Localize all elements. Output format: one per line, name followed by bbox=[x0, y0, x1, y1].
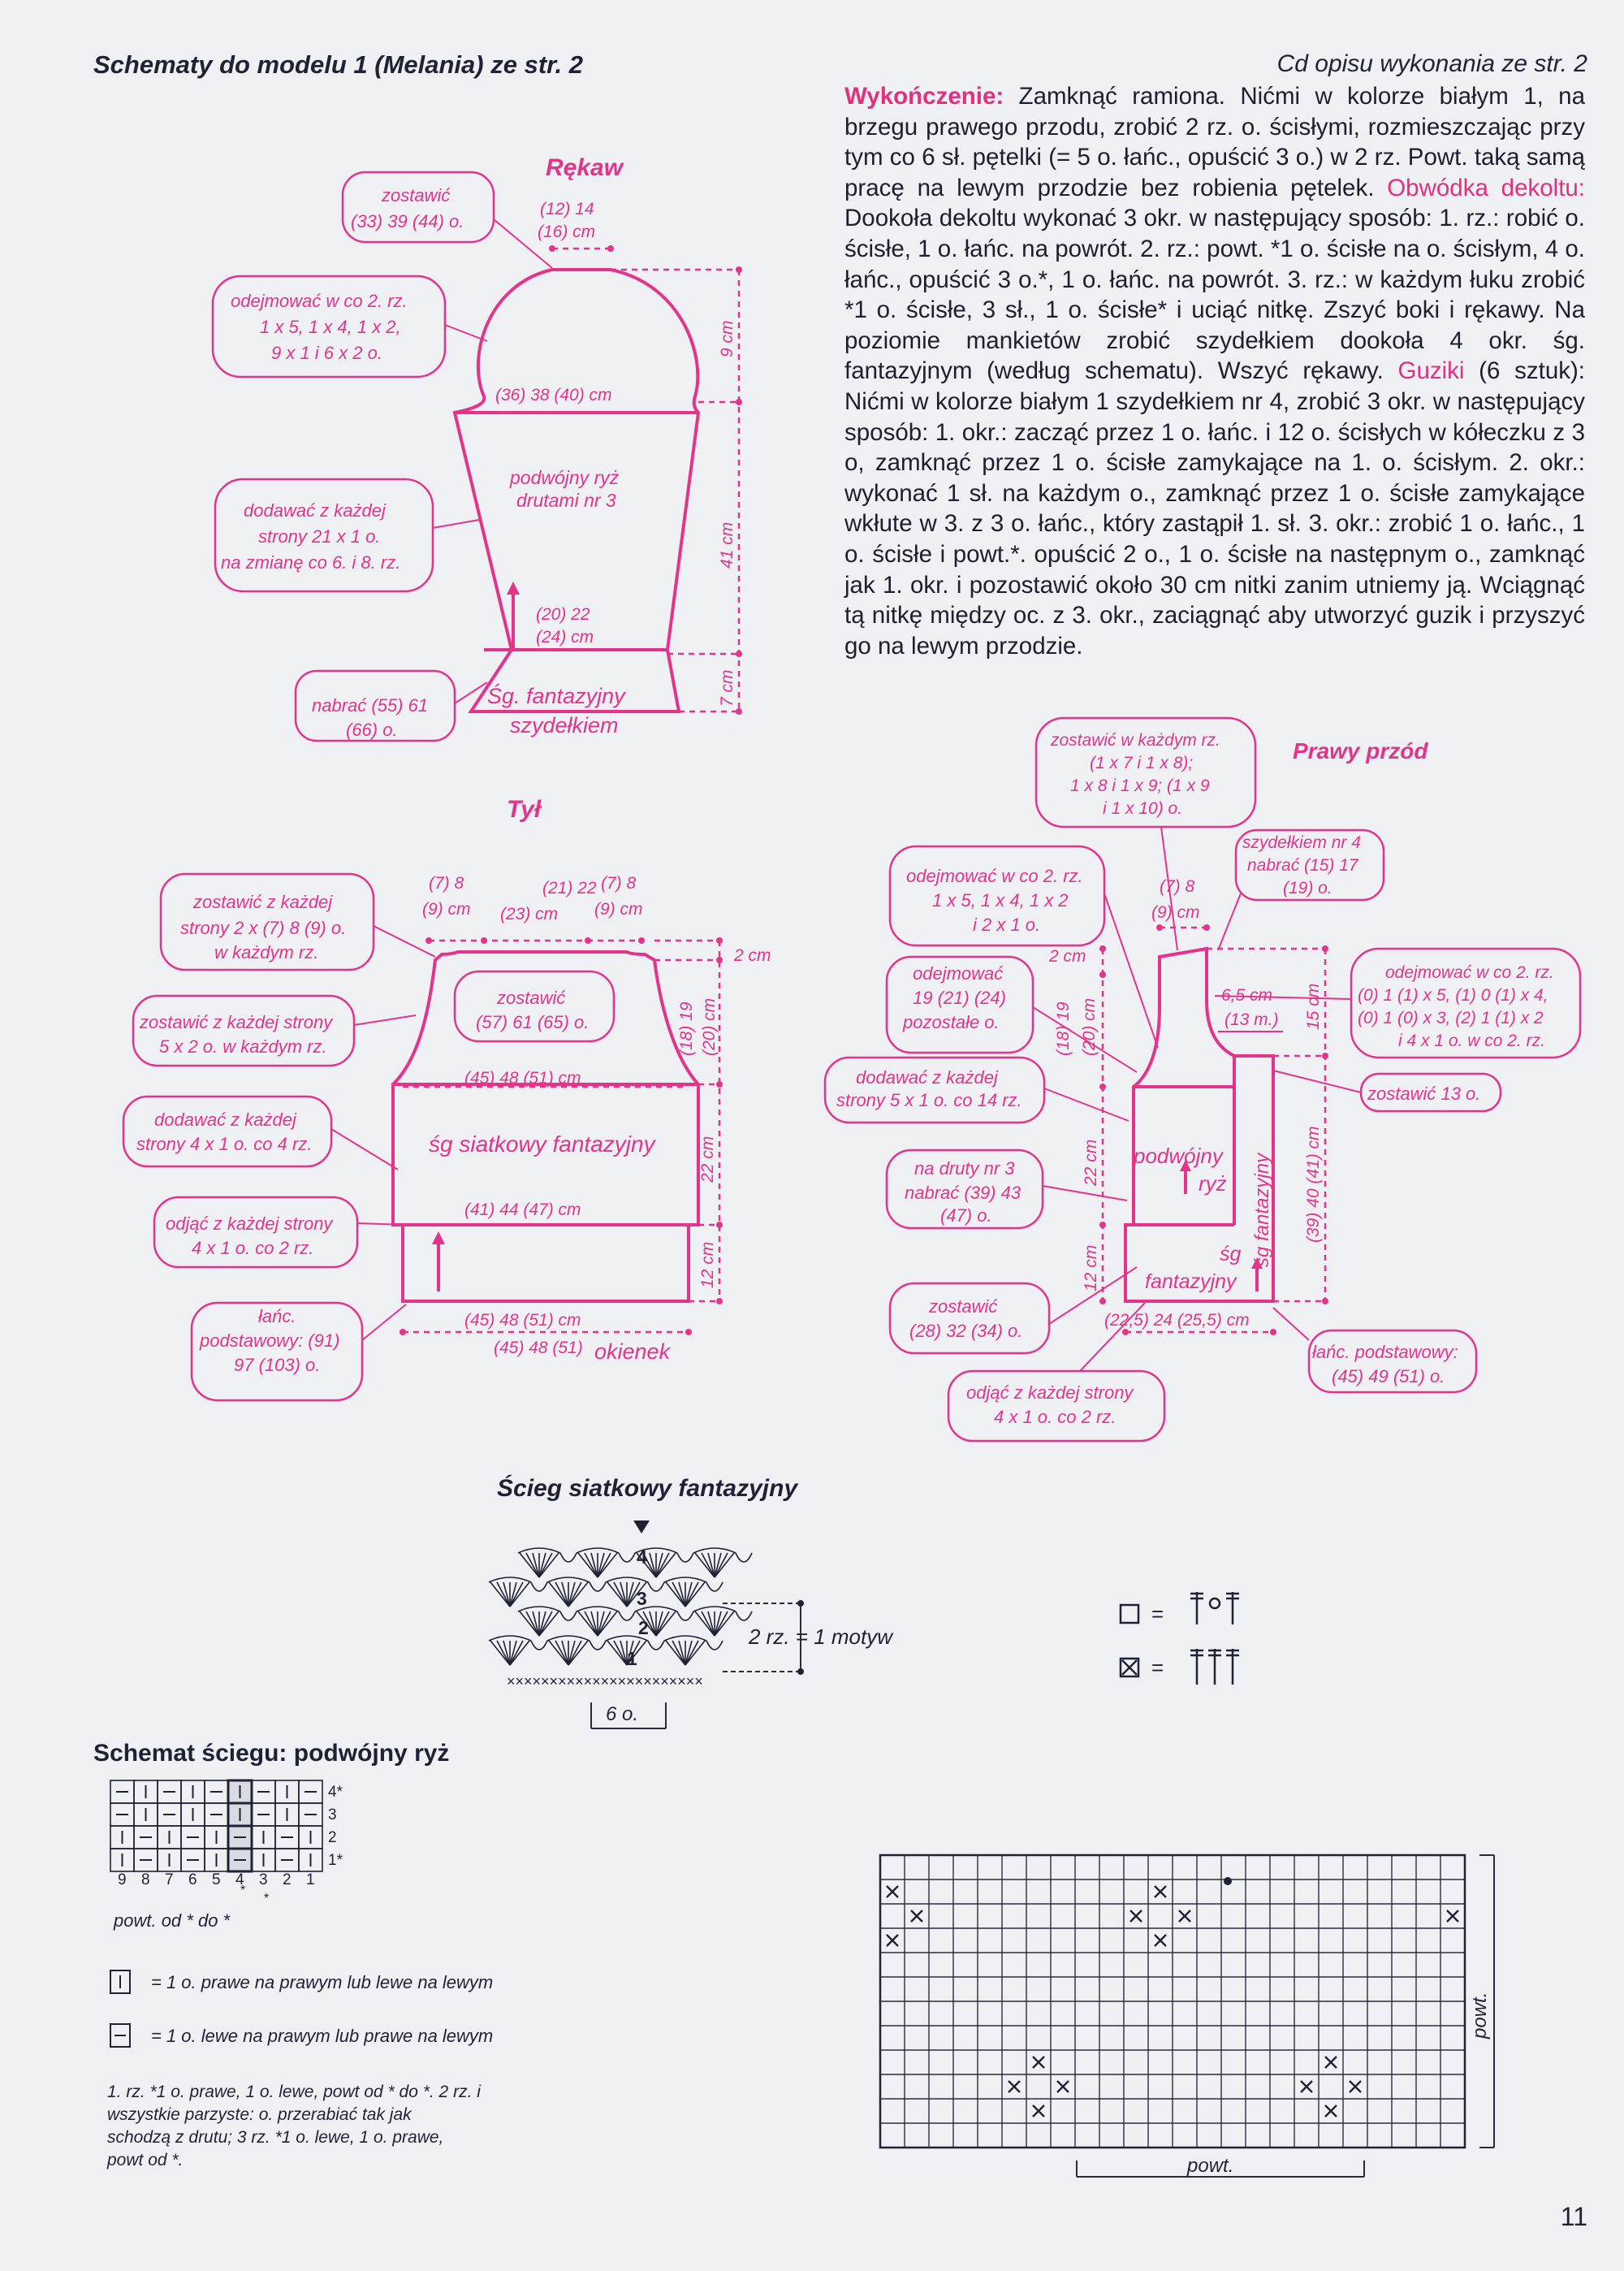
back-top-c1: (7) 8 bbox=[601, 874, 637, 893]
rice-cell bbox=[205, 1803, 228, 1826]
front-bubble-leave-3: 1 x 8 i 1 x 9; (1 x 9 bbox=[1070, 776, 1210, 795]
front-bubble-hook-2: nabrać (15) 17 bbox=[1247, 856, 1358, 875]
front-dot bbox=[1156, 924, 1163, 931]
rice-cell bbox=[299, 1803, 322, 1826]
sleeve-arrow-head bbox=[507, 582, 520, 595]
rice-note-4: powt od *. bbox=[107, 2151, 184, 2169]
rice-cell bbox=[181, 1849, 205, 1871]
front-bubble-dec-3: i 2 x 1 o. bbox=[973, 915, 1041, 935]
front-bubble-leave-1: zostawić w każdym rz. bbox=[1051, 731, 1220, 750]
leader-line bbox=[1218, 893, 1241, 950]
front-bubble-needles-2: nabrać (39) 43 bbox=[905, 1183, 1021, 1203]
front-bubble-dec-rest-2: 19 (21) (24) bbox=[913, 988, 1006, 1008]
front-bubble-dec2-1: odjąć z każdej strony bbox=[966, 1382, 1134, 1403]
front-bubble-dec-rest-3: pozostałe o. bbox=[903, 1012, 1000, 1032]
front-bubble-dec-2: 1 x 5, 1 x 4, 1 x 2 bbox=[932, 890, 1069, 911]
cross-mark-icon bbox=[1155, 1886, 1166, 1897]
back-dot bbox=[716, 957, 723, 963]
rice-cell bbox=[275, 1803, 299, 1826]
rice-row-3: 3 bbox=[328, 1806, 337, 1823]
cross-mark-icon bbox=[1009, 2081, 1020, 2092]
sleeve-dot bbox=[549, 245, 555, 252]
rice-cell bbox=[158, 1803, 181, 1826]
back-bubble-leave-2: strony 2 x (7) 8 (9) o. bbox=[180, 918, 347, 938]
rice-cell bbox=[228, 1849, 252, 1871]
cross-mark-icon bbox=[1301, 2081, 1312, 2092]
leader-line bbox=[1273, 1308, 1309, 1340]
back-top-b2: (23) cm bbox=[500, 905, 559, 924]
legend-eq-1: = bbox=[1151, 1602, 1164, 1626]
front-diagram bbox=[825, 718, 1580, 1441]
fan-motif bbox=[547, 1577, 606, 1607]
rice-leg2: = 1 o. lewe na prawym lub prawe na lewym bbox=[151, 2026, 494, 2046]
rice-cell bbox=[158, 1826, 181, 1849]
rice-col-label: 4 bbox=[235, 1871, 244, 1888]
rice-cell bbox=[275, 1849, 299, 1871]
mesh-title: Ścieg siatkowy fantazyjny bbox=[497, 1475, 798, 1502]
mesh-width: 6 o. bbox=[606, 1703, 639, 1725]
back-title: Tył bbox=[507, 796, 542, 823]
back-okienek: okienek bbox=[594, 1339, 671, 1364]
sleeve-bubble-cast-1: nabrać (55) 61 bbox=[312, 695, 429, 716]
rice-cell bbox=[228, 1780, 252, 1803]
cross-mark-icon bbox=[1155, 1935, 1166, 1946]
front-dot bbox=[1099, 1222, 1106, 1228]
front-dot bbox=[1099, 1298, 1106, 1304]
back-bubble-leave-3: w każdym rz. bbox=[214, 942, 319, 962]
cross-mark-icon bbox=[887, 1935, 898, 1946]
crossed-square-x bbox=[1122, 1660, 1137, 1675]
front-bubble-chain-1: łańc. podstawowy: bbox=[1312, 1342, 1458, 1362]
rice-cell bbox=[134, 1826, 158, 1849]
sleeve-dot bbox=[736, 399, 742, 405]
sleeve-diagram bbox=[213, 154, 742, 741]
front-dot bbox=[1099, 971, 1106, 978]
section-heading: Obwódka dekoltu: bbox=[1387, 174, 1585, 201]
mesh-row-2: 2 bbox=[638, 1617, 649, 1638]
sleeve-cuff-2: szydełkiem bbox=[510, 713, 619, 738]
front-h1b: (20) cm bbox=[1080, 997, 1099, 1056]
mesh-start-marker bbox=[633, 1520, 650, 1533]
sleeve-dot bbox=[736, 266, 742, 273]
front-bubble-inc-1: dodawać z każdej bbox=[856, 1067, 998, 1088]
back-w3: (45) 48 (51) cm bbox=[464, 1311, 581, 1330]
rice-col-label: 6 bbox=[188, 1871, 197, 1888]
rice-grid bbox=[110, 1780, 322, 1871]
rice-col-labels bbox=[118, 1871, 315, 1888]
front-h2: 22 cm bbox=[1082, 1139, 1100, 1186]
mesh-row-1: 1 bbox=[627, 1648, 637, 1669]
front-s2-1: śg bbox=[1220, 1243, 1242, 1265]
front-bubble-right-dec-2: (0) 1 (1) x 5, (1) 0 (1) x 4, bbox=[1358, 986, 1548, 1005]
sleeve-top-w2: (16) cm bbox=[538, 223, 596, 241]
cross-mark-icon bbox=[1325, 2105, 1337, 2117]
back-top-a2: (9) cm bbox=[422, 900, 471, 919]
front-h0: 2 cm bbox=[1049, 947, 1086, 966]
sleeve-h2: 41 cm bbox=[718, 521, 736, 569]
front-band-w1: 6,5 cm bbox=[1221, 986, 1273, 1005]
back-dot bbox=[685, 1329, 692, 1335]
fan-motif bbox=[606, 1577, 664, 1607]
empty-square-icon bbox=[1121, 1605, 1138, 1623]
rice-cell bbox=[228, 1826, 252, 1849]
rice-cell bbox=[110, 1826, 134, 1849]
body-run: Dookoła dekoltu wykonać 3 okr. w następujący sposób: 1. rz.: robić o. ścisłe, 1 o. łańc. na powrót. 2. rz.: powt. *1 o. ścisłe na o. ścisłym, 4 o. łańc., opuścić 3 o.*, 1 o. łańc. na powrót. 3. rz.: w każdym łuku zrobić *1 o. ścisłe, 3 sł., 1 o. ścisłe* i uciąć nitkę. Zszyć boki i rękawy. Na poziomie mankietów zrobić szydełkiem dookoła 4 okr. śg. fantazyjnym (według schematu). Wszyć rękawy. bbox=[844, 205, 1585, 385]
fan-motif bbox=[664, 1636, 723, 1665]
rice-cell bbox=[275, 1826, 299, 1849]
rice-cell bbox=[252, 1849, 275, 1871]
back-dot bbox=[585, 937, 591, 944]
front-bubble-inc-2: strony 5 x 1 o. co 14 rz. bbox=[836, 1090, 1022, 1110]
sleeve-bubble-leave-2: (33) 39 (44) o. bbox=[351, 211, 464, 231]
cross-mark-icon bbox=[911, 1910, 922, 1922]
rice-note-3: schodzą z drutu; 3 rz. *1 o. lewe, 1 o. prawe, bbox=[107, 2128, 444, 2147]
section-heading: Wykończenie: bbox=[844, 83, 1004, 110]
rice-col-label: 1 bbox=[306, 1871, 315, 1888]
rice-row-1: 1* bbox=[328, 1852, 343, 1869]
back-h1b: (20) cm bbox=[700, 997, 719, 1056]
sleeve-h1: 9 cm bbox=[718, 320, 736, 357]
front-top-w1: (7) 8 bbox=[1160, 877, 1195, 896]
back-dot bbox=[638, 937, 645, 944]
rice-cell bbox=[275, 1780, 299, 1803]
rice-cell bbox=[158, 1849, 181, 1871]
back-arrow-head bbox=[432, 1231, 445, 1244]
front-bubble-dec-1: odejmować w co 2. rz. bbox=[906, 866, 1083, 886]
rice-title: Schemat ściegu: podwójny ryż bbox=[93, 1740, 450, 1767]
mesh-repeat: 2 rz. = 1 motyw bbox=[749, 1624, 892, 1649]
rice-cell bbox=[228, 1803, 252, 1826]
rice-cell bbox=[205, 1780, 228, 1803]
front-bubble-dec2-2: 4 x 1 o. co 2 rz. bbox=[994, 1407, 1116, 1427]
cross-stitch-chart bbox=[880, 1855, 1494, 2177]
front-bubble-right-dec-4: i 4 x 1 o. w co 2. rz. bbox=[1398, 1032, 1545, 1050]
front-bubble-leave13-1: zostawić 13 o. bbox=[1367, 1084, 1481, 1104]
rice-col-label: 2 bbox=[283, 1871, 292, 1888]
cross-mark-icon bbox=[1179, 1910, 1190, 1922]
front-dot bbox=[1322, 1298, 1328, 1304]
rice-cell bbox=[299, 1849, 322, 1871]
sleeve-bubble-dec-2: 1 x 5, 1 x 4, 1 x 2, bbox=[260, 317, 401, 337]
back-bubble-chain-2: podstawowy: (91) bbox=[200, 1330, 340, 1351]
sleeve-h3: 7 cm bbox=[718, 669, 736, 707]
sleeve-top-w1: (12) 14 bbox=[540, 200, 594, 218]
leader-line bbox=[331, 1129, 398, 1170]
chart-hlabel: powt. bbox=[1187, 2155, 1234, 2177]
back-w1: (45) 48 (51) cm bbox=[464, 1069, 581, 1088]
leader-line bbox=[1273, 1071, 1361, 1092]
cross-mark-icon bbox=[1033, 2057, 1044, 2068]
rice-leg1: = 1 o. prawe na prawym lub lewe na lewym bbox=[151, 1972, 494, 1992]
mesh-dot bbox=[797, 1600, 804, 1607]
front-s1-2: ryż bbox=[1199, 1171, 1227, 1196]
front-s1-1: podwójny bbox=[1134, 1144, 1223, 1168]
front-dot bbox=[1270, 1329, 1276, 1335]
back-h1a: (18) 19 bbox=[677, 1001, 696, 1056]
back-h0: 2 cm bbox=[734, 946, 771, 965]
back-bubble-inc-1: dodawać z każdej bbox=[154, 1110, 296, 1130]
fan-motif bbox=[489, 1577, 547, 1607]
legend-eq-2: = bbox=[1151, 1655, 1164, 1680]
rice-repeat: powt. od * do * bbox=[114, 1910, 231, 1931]
sleeve-dot bbox=[736, 708, 742, 715]
leader-line bbox=[1043, 1186, 1127, 1200]
front-bubble-dec-rest-1: odejmować bbox=[913, 963, 1004, 984]
back-dot bbox=[400, 1329, 406, 1335]
leader-line bbox=[362, 1304, 406, 1340]
page-number: 11 bbox=[1560, 2202, 1587, 2231]
rice-cell bbox=[158, 1780, 181, 1803]
sleeve-bubble-dec-1: odejmować w co 2. rz. bbox=[231, 291, 408, 311]
sleeve-bubble-cast-2: (66) o. bbox=[346, 720, 398, 740]
front-bubble-leave-4: i 1 x 10) o. bbox=[1103, 799, 1183, 818]
front-dot bbox=[1322, 1053, 1328, 1059]
rice-stitch-diagram bbox=[93, 1740, 493, 2169]
front-s2-2: fantazyjny bbox=[1145, 1270, 1237, 1293]
rice-note-2: wszystkie parzyste: o. przerabiać tak jak bbox=[107, 2105, 412, 2124]
rice-cell bbox=[205, 1849, 228, 1871]
sleeve-dot bbox=[736, 651, 742, 657]
front-bubble-hook-1: szydełkiem nr 4 bbox=[1242, 833, 1361, 852]
sleeve-bubble-dec-3: 9 x 1 i 6 x 2 o. bbox=[271, 343, 382, 363]
leader-line bbox=[1104, 893, 1158, 1048]
back-bubble-dec-1: odjąć z każdej strony bbox=[166, 1213, 333, 1234]
back-dot bbox=[481, 937, 487, 944]
front-band-w2: (13 m.) bbox=[1224, 1010, 1279, 1029]
back-w2: (41) 44 (47) cm bbox=[464, 1200, 581, 1219]
sleeve-stitch-1: podwójny ryż bbox=[510, 467, 620, 488]
sleeve-bubble-inc-3: na zmianę co 6. i 8. rz. bbox=[221, 552, 401, 573]
rice-cell bbox=[252, 1780, 275, 1803]
front-bubble-needles-1: na druty nr 3 bbox=[914, 1158, 1015, 1179]
rice-col-label: 3 bbox=[259, 1871, 268, 1888]
back-stitch: śg siatkowy fantazyjny bbox=[429, 1131, 655, 1157]
rice-cell bbox=[110, 1803, 134, 1826]
back-dot bbox=[716, 1222, 723, 1228]
sleeve-bot-w2: (24) cm bbox=[536, 628, 594, 647]
header-right: Cd opisu wykonania ze str. 2 bbox=[1276, 50, 1587, 77]
back-dot bbox=[716, 1081, 723, 1088]
front-hr2: (39) 40 (41) cm bbox=[1304, 1126, 1323, 1243]
dc-ch-dc-icon bbox=[1190, 1592, 1239, 1624]
back-bubble-dec-2: 4 x 1 o. co 2 rz. bbox=[192, 1238, 314, 1258]
back-bubble-inc bbox=[123, 1097, 331, 1166]
rice-cell bbox=[181, 1780, 205, 1803]
body-run: (6 sztuk): Nićmi w kolorze białym 1 szydełkiem nr 4, zrobić 3 okr. w następujący sposób: 1. okr.: zacząć przez 1 o. łańc. i 12 o. ścisłych w kółeczku z 3 o, zamknąć przez 1 o. ścisłe zamykające na 1. o. ścisłym. 2. okr.: wykonać 1 sł. na każdym o., zamknąć przez 1 o. ścisłe zamykające wkłute w 3. z 3 o. łańc., który zastąpił 1. sł. 3. okr.: zrobić 1 o. łańc., 1 o. ścisłe i powt.*. opuścić 2 o., 1 o. ścisłe na następnym o., zamknąć jak 1. okr. i pozostawić około 30 cm nitki zanim utniemy ją. Wciągnąć tą nitkę między oc. z 3. okr., zaciągnąć aby utworzyć guzik i przyszyć go na lewym przodzie. bbox=[844, 357, 1586, 660]
fan-motif bbox=[547, 1636, 606, 1665]
back-bubble-leave2-2: 5 x 2 o. w każdym rz. bbox=[159, 1036, 327, 1057]
chart-dot bbox=[1224, 1877, 1232, 1885]
fan-motif bbox=[693, 1548, 752, 1577]
mesh-pattern bbox=[489, 1548, 752, 1689]
rice-col-label: 8 bbox=[141, 1871, 150, 1888]
front-dot bbox=[1099, 945, 1106, 952]
front-top-w2: (9) cm bbox=[1151, 903, 1200, 922]
fan-motif bbox=[518, 1548, 577, 1577]
back-bubble-leave2-1: zostawić z każdej strony bbox=[140, 1012, 333, 1032]
mesh-stitch-diagram bbox=[489, 1474, 894, 1728]
fan-motif bbox=[577, 1548, 635, 1577]
rice-star-1: * bbox=[240, 1884, 246, 1897]
leader-line bbox=[1044, 1088, 1129, 1121]
rice-col-label: 5 bbox=[212, 1871, 221, 1888]
back-bubble-chain-3: 97 (103) o. bbox=[234, 1355, 321, 1375]
rice-cell bbox=[110, 1780, 134, 1803]
mesh-dot bbox=[797, 1668, 804, 1675]
body-run: Zamknąć ramiona. Nićmi w kolorze białym 1, na brzegu prawego przodu, zrobić 2 rz. o. ścisłymi, rozmieszczając przy tym co 6 sł. pętelki (= 5 o. łańc., opuścić 3 o.) w 2 rz. Powt. taką samą pracę na lewym przodzie bez robienia pętelek. bbox=[844, 83, 1585, 201]
front-h1a: (18) 19 bbox=[1054, 1001, 1073, 1056]
back-dot bbox=[716, 937, 723, 944]
sleeve-bubble-inc-2: strony 21 x 1 o. bbox=[258, 526, 381, 547]
back-bubble-center-1: zostawić bbox=[497, 988, 566, 1008]
front-bubble-leave-2: (1 x 7 i 1 x 8); bbox=[1090, 754, 1194, 772]
leader-line bbox=[354, 1015, 416, 1025]
section-heading: Guziki bbox=[1397, 357, 1465, 385]
front-bubble-dec2 bbox=[948, 1371, 1164, 1441]
chart-vlabel: powt. bbox=[1469, 1992, 1491, 2039]
rice-cell bbox=[299, 1780, 322, 1803]
cross-mark-icon bbox=[1057, 2081, 1069, 2092]
sleeve-bot-w1: (20) 22 bbox=[536, 605, 590, 624]
sleeve-stitch-2: drutami nr 3 bbox=[516, 490, 616, 511]
rice-star-2: * bbox=[264, 1892, 270, 1905]
back-bubble-chain-1: łańc. bbox=[258, 1306, 296, 1326]
back-bubble-center-2: (57) 61 (65) o. bbox=[476, 1012, 590, 1032]
fan-motif bbox=[664, 1577, 723, 1607]
rice-cell bbox=[252, 1803, 275, 1826]
front-dot bbox=[1122, 1329, 1129, 1335]
chart-grid bbox=[880, 1855, 1465, 2148]
back-bubble-inc-2: strony 4 x 1 o. co 4 rz. bbox=[136, 1134, 313, 1154]
front-hr1: 15 cm bbox=[1304, 983, 1323, 1030]
front-h3: 12 cm bbox=[1082, 1244, 1100, 1291]
cross-mark-icon bbox=[1325, 2057, 1337, 2068]
fan-motif bbox=[518, 1607, 577, 1636]
leader-line bbox=[445, 325, 487, 341]
front-bubble-leave2 bbox=[890, 1283, 1049, 1353]
rice-row-4: 4* bbox=[328, 1784, 343, 1801]
fan-motif bbox=[489, 1636, 547, 1665]
front-dot bbox=[1203, 924, 1210, 931]
rice-cell bbox=[110, 1849, 134, 1871]
front-bubble-chain-2: (45) 49 (51) o. bbox=[1332, 1366, 1445, 1386]
sleeve-bubble-inc-1: dodawać z każdej bbox=[244, 500, 386, 521]
rice-cell bbox=[134, 1803, 158, 1826]
back-h3: 12 cm bbox=[698, 1241, 717, 1288]
front-bubble-needles-3: (47) o. bbox=[940, 1205, 992, 1226]
rice-cell bbox=[181, 1826, 205, 1849]
front-title: Prawy przód bbox=[1293, 738, 1428, 763]
sleeve-bubble-leave bbox=[343, 172, 494, 242]
front-s3: śg fantazyjny bbox=[1251, 1153, 1273, 1267]
cross-mark-icon bbox=[1447, 1910, 1458, 1922]
back-h2: 22 cm bbox=[698, 1136, 717, 1183]
sleeve-mid-w: (36) 38 (40) cm bbox=[495, 386, 612, 404]
sleeve-cuff-1: Śg. fantazyjny bbox=[487, 684, 625, 708]
rice-row-2: 2 bbox=[328, 1829, 337, 1846]
fan-motif bbox=[693, 1607, 752, 1636]
symbol-legend bbox=[1121, 1592, 1239, 1685]
cross-mark-icon bbox=[1130, 1910, 1142, 1922]
cross-mark-icon bbox=[887, 1886, 898, 1897]
fan-motif bbox=[577, 1607, 635, 1636]
cross-mark-icon bbox=[1350, 2081, 1361, 2092]
front-bubble-right-dec-1: odejmować w co 2. rz. bbox=[1385, 963, 1554, 982]
sleeve-title: Rękaw bbox=[546, 154, 624, 181]
back-w4: (45) 48 (51) bbox=[494, 1339, 583, 1357]
front-bubble-right-dec-3: (0) 1 (0) x 3, (2) 1 (1) x 2 bbox=[1358, 1009, 1544, 1027]
front-bubble-hook-3: (19) o. bbox=[1283, 879, 1332, 898]
sleeve-dot bbox=[607, 245, 614, 252]
rice-cell bbox=[134, 1780, 158, 1803]
cross-mark-icon bbox=[1033, 2105, 1044, 2117]
rice-cell bbox=[299, 1826, 322, 1849]
rice-cell bbox=[134, 1849, 158, 1871]
rice-col-label: 7 bbox=[165, 1871, 174, 1888]
front-dot bbox=[1099, 1084, 1106, 1090]
rice-note-1: 1. rz. *1 o. prawe, 1 o. lewe, powt od * do *. 2 rz. i bbox=[107, 2083, 481, 2101]
rice-cell bbox=[181, 1803, 205, 1826]
mesh-row-4: 4 bbox=[637, 1546, 647, 1568]
leader-line bbox=[433, 520, 479, 528]
mesh-row-3: 3 bbox=[637, 1588, 647, 1609]
back-dot bbox=[425, 937, 432, 944]
rice-cell bbox=[205, 1826, 228, 1849]
three-dc-icon bbox=[1190, 1649, 1239, 1685]
header-left: Schematy do modelu 1 (Melania) ze str. 2 bbox=[93, 50, 583, 79]
rice-col-label: 9 bbox=[118, 1871, 127, 1888]
front-bubble-leave2-1: zostawić bbox=[929, 1296, 998, 1317]
front-bottom-w: (22,5) 24 (25,5) cm bbox=[1104, 1311, 1250, 1330]
mesh-base-row: ××××××××××××××××××××××× bbox=[507, 1673, 703, 1689]
front-dot bbox=[1322, 945, 1328, 952]
front-bubble-leave2-2: (28) 32 (34) o. bbox=[909, 1321, 1023, 1341]
back-top-b1: (21) 22 bbox=[542, 879, 597, 898]
back-top-c2: (9) cm bbox=[594, 900, 643, 919]
back-diagram bbox=[123, 796, 771, 1400]
sleeve-bubble-leave-1: zostawić bbox=[382, 185, 451, 205]
back-bubble-leave-1: zostawić z każdej bbox=[193, 892, 333, 912]
back-top-a1: (7) 8 bbox=[429, 874, 464, 893]
back-dot bbox=[716, 1298, 723, 1304]
rice-cell bbox=[252, 1826, 275, 1849]
